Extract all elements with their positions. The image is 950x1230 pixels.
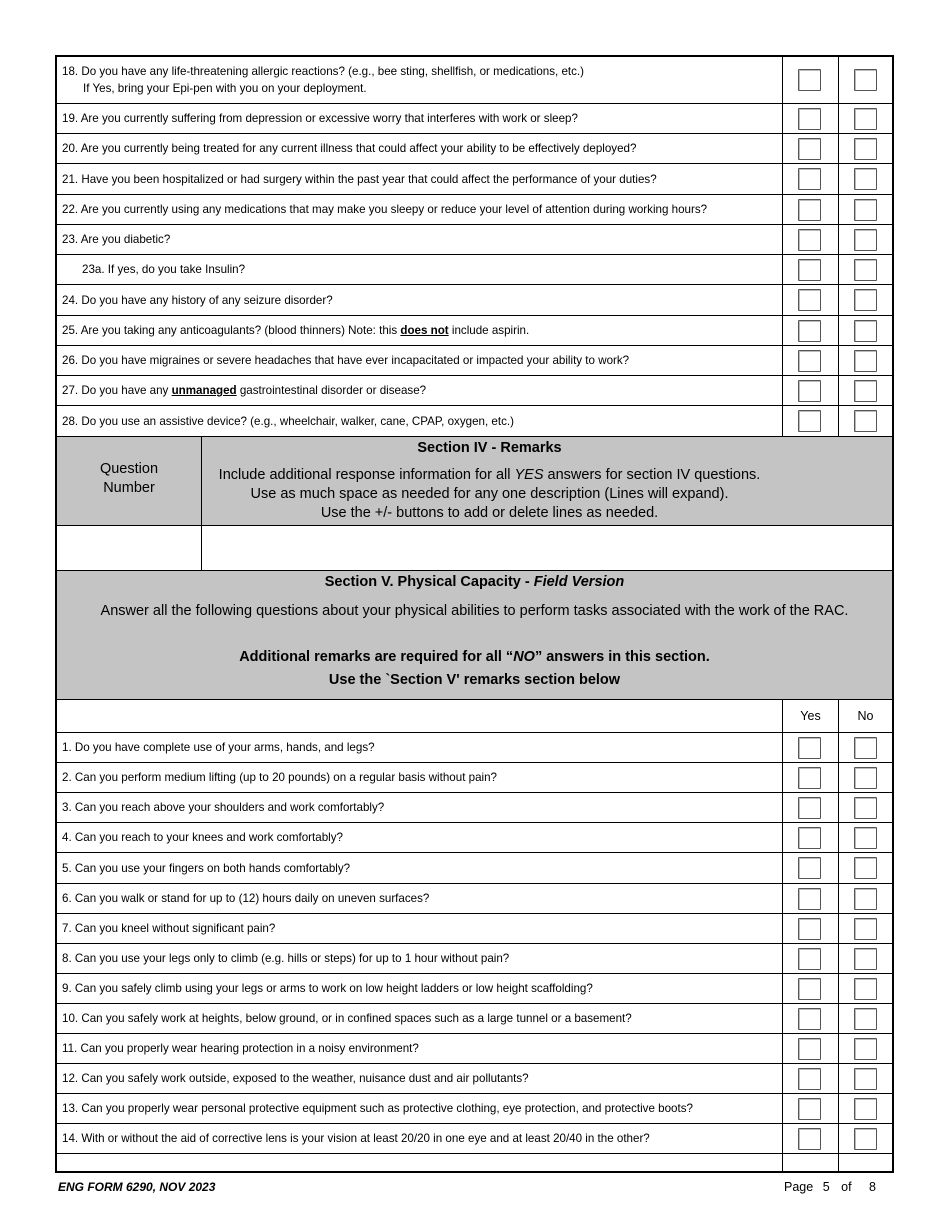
question-text: 24. Do you have any history of any seizure disorder? <box>62 293 333 307</box>
no-checkbox[interactable] <box>854 320 877 342</box>
yes-checkbox[interactable] <box>798 797 821 819</box>
no-checkbox[interactable] <box>854 1098 877 1120</box>
remarks-line: Use as much space as needed for any one description (Lines will expand). <box>250 486 729 502</box>
no-checkbox[interactable] <box>854 827 877 849</box>
no-checkbox[interactable] <box>854 978 877 1000</box>
physical-question-row <box>57 733 892 763</box>
remarks-instructions <box>202 437 892 525</box>
question-text: 9. Can you safely climb using your legs or arms to work on low height ladders or low height scaffolding? <box>62 982 593 995</box>
section-title-emphasis: Field Version <box>533 574 625 590</box>
physical-question-row <box>57 914 892 944</box>
yes-checkbox[interactable] <box>798 69 821 91</box>
physical-question-row <box>57 884 892 914</box>
question-row-22 <box>57 195 892 225</box>
yes-checkbox[interactable] <box>798 827 821 849</box>
yes-checkbox[interactable] <box>798 1068 821 1090</box>
remarks-line: Use the +/- buttons to add or delete lines as needed. <box>320 505 659 521</box>
physical-question-row <box>57 974 892 1004</box>
yes-checkbox[interactable] <box>798 948 821 970</box>
question-text: 11. Can you properly wear hearing protection in a noisy environment? <box>62 1042 419 1055</box>
question-text: 23a. If yes, do you take Insulin? <box>82 263 246 276</box>
no-checkbox[interactable] <box>854 229 877 251</box>
yes-checkbox[interactable] <box>798 108 821 130</box>
question-line <box>62 322 780 339</box>
no-checkbox[interactable] <box>854 380 877 402</box>
yes-checkbox[interactable] <box>798 138 821 160</box>
physical-question-row <box>57 1034 892 1064</box>
no-checkbox[interactable] <box>854 350 877 372</box>
question-text <box>62 376 780 405</box>
question-text: 12. Can you safely work outside, exposed to the weather, nuisance dust and air pollutants? <box>62 1072 529 1085</box>
yes-checkbox[interactable] <box>798 350 821 372</box>
yes-checkbox[interactable] <box>798 857 821 879</box>
no-checkbox[interactable] <box>854 199 877 221</box>
question-text: 14. With or without the aid of corrective lens is your vision at least 20/20 in one eye and at least 20/40 in the other? <box>62 1132 650 1145</box>
yes-checkbox[interactable] <box>798 168 821 190</box>
physical-question-row <box>57 1064 892 1094</box>
yes-checkbox[interactable] <box>798 1038 821 1060</box>
question-row-18 <box>57 57 892 104</box>
no-checkbox[interactable] <box>854 410 877 432</box>
no-column-header: No <box>857 709 874 723</box>
question-row-20 <box>57 134 892 164</box>
question-text: 19. Are you currently suffering from depression or excessive worry that interferes with work or sleep? <box>62 112 578 125</box>
question-text: 4. Can you reach to your knees and work comfortably? <box>62 831 343 844</box>
section-4-remarks-header <box>57 437 892 526</box>
physical-question-row <box>57 1094 892 1124</box>
no-checkbox[interactable] <box>854 888 877 910</box>
remarks-input[interactable] <box>202 526 892 570</box>
question-text: 20. Are you currently being treated for any current illness that could affect your ability to be effectively deployed? <box>62 142 637 155</box>
question-row-25 <box>57 316 892 346</box>
question-line: 18. Do you have any life-threatening allergic reactions? (e.g., bee sting, shellfish, or medications, etc.) <box>62 65 584 78</box>
page-total: 8 <box>869 1180 876 1194</box>
question-emphasis: unmanaged <box>171 384 237 397</box>
question-text: 2. Can you perform medium lifting (up to 20 pounds) on a regular basis without pain? <box>62 771 498 784</box>
yes-checkbox[interactable] <box>798 1098 821 1120</box>
physical-question-row <box>57 763 892 793</box>
question-text-post: gastrointestinal disorder or disease? <box>236 384 427 397</box>
physical-question-row <box>57 944 892 974</box>
question-text: 26. Do you have migraines or severe headaches that have ever incapacitated or impacted your ability to work? <box>62 354 630 367</box>
question-text <box>62 316 780 345</box>
question-text: 7. Can you kneel without significant pain? <box>62 922 276 935</box>
question-text: 23. Are you diabetic? <box>62 233 171 246</box>
question-row-23 <box>57 225 892 255</box>
yes-checkbox[interactable] <box>798 289 821 311</box>
question-number-header <box>57 437 202 525</box>
physical-question-row <box>57 793 892 823</box>
yes-checkbox[interactable] <box>798 229 821 251</box>
question-text-pre: 27. Do you have any <box>62 384 172 397</box>
no-checkbox[interactable] <box>854 1038 877 1060</box>
remarks-entry-row <box>57 526 892 571</box>
remarks-line <box>202 458 892 485</box>
no-checkbox[interactable] <box>854 1128 877 1150</box>
page-number: 5 <box>822 1180 830 1194</box>
no-checkbox[interactable] <box>854 138 877 160</box>
remarks-text: answers for section IV questions. <box>543 467 761 483</box>
question-text: 21. Have you been hospitalized or had surgery within the past year that could affect the performance of your duties? <box>62 172 657 186</box>
yes-checkbox[interactable] <box>798 918 821 940</box>
yes-no-header-row <box>57 700 892 733</box>
no-checkbox[interactable] <box>854 857 877 879</box>
note-text: Additional remarks are required for all “ <box>239 649 514 665</box>
no-checkbox[interactable] <box>854 1008 877 1030</box>
question-row-19 <box>57 104 892 134</box>
physical-question-row <box>57 1004 892 1034</box>
no-checkbox[interactable] <box>854 1068 877 1090</box>
section-title-text: Section V. Physical Capacity - <box>324 574 534 590</box>
question-row-28 <box>57 406 892 437</box>
question-text: 13. Can you properly wear personal protective equipment such as protective clothing, eye protection, and protective boots? <box>62 1102 693 1115</box>
question-text: 22. Are you currently using any medications that may make you sleepy or reduce your level of attention during working hours? <box>62 203 708 216</box>
note-text: ” answers in this section. <box>534 649 710 665</box>
question-number-input[interactable] <box>57 526 202 570</box>
question-text-pre: 25. Are you taking any anticoagulants? (blood thinners) Note: this <box>62 324 401 337</box>
no-checkbox[interactable] <box>854 69 877 91</box>
question-number-label: Number <box>103 480 155 496</box>
yes-checkbox[interactable] <box>798 410 821 432</box>
question-emphasis: does not <box>400 324 449 337</box>
question-text: 6. Can you walk or stand for up to (12) hours daily on uneven surfaces? <box>62 892 430 905</box>
section-note: Use the `Section V' remarks section below <box>328 672 621 688</box>
question-row-23a <box>57 255 892 285</box>
no-checkbox[interactable] <box>854 108 877 130</box>
form-page <box>55 55 894 1173</box>
section-title <box>57 571 892 592</box>
question-row-24 <box>57 285 892 316</box>
question-text-post: include aspirin. <box>448 324 530 337</box>
yes-checkbox[interactable] <box>798 259 821 281</box>
form-id: ENG FORM 6290, NOV 2023 <box>58 1180 216 1194</box>
question-text: 10. Can you safely work at heights, below ground, or in confined spaces such as a large tunnel or a basement? <box>62 1012 632 1025</box>
question-text: 5. Can you use your fingers on both hands comfortably? <box>62 861 351 875</box>
yes-checkbox[interactable] <box>798 380 821 402</box>
yes-checkbox[interactable] <box>798 199 821 221</box>
no-checkbox[interactable] <box>854 737 877 759</box>
of-label: of <box>841 1180 852 1194</box>
no-checkbox[interactable] <box>854 948 877 970</box>
question-text: 3. Can you reach above your shoulders and work comfortably? <box>62 801 385 814</box>
yes-checkbox[interactable] <box>798 320 821 342</box>
remarks-emphasis: YES <box>514 467 544 483</box>
question-number-label: Question <box>99 461 159 477</box>
page-label: Page <box>784 1180 814 1194</box>
question-text: 1. Do you have complete use of your arms, hands, and legs? <box>62 741 375 754</box>
question-row-26 <box>57 346 892 376</box>
physical-question-row <box>57 853 892 884</box>
no-checkbox[interactable] <box>854 918 877 940</box>
yes-checkbox[interactable] <box>798 888 821 910</box>
yes-checkbox[interactable] <box>798 1008 821 1030</box>
page-indicator <box>784 1180 876 1194</box>
no-checkbox[interactable] <box>854 767 877 789</box>
no-checkbox[interactable] <box>854 259 877 281</box>
question-text <box>62 57 780 103</box>
note-emphasis: NO <box>513 649 535 665</box>
question-line: If Yes, bring your Epi-pen with you on your deployment. <box>83 82 367 95</box>
question-line <box>62 382 780 399</box>
yes-checkbox[interactable] <box>798 767 821 789</box>
question-text: 8. Can you use your legs only to climb (e.g. hills or steps) for up to 1 hour without pain? <box>62 952 510 965</box>
yes-column-header: Yes <box>800 709 821 723</box>
section-title: Section IV - Remarks <box>417 440 562 456</box>
physical-question-row <box>57 1124 892 1154</box>
yes-checkbox[interactable] <box>798 978 821 1000</box>
no-checkbox[interactable] <box>854 168 877 190</box>
question-row-27 <box>57 376 892 406</box>
yes-checkbox[interactable] <box>798 737 821 759</box>
section-5-header <box>57 571 892 700</box>
physical-question-row <box>57 823 892 853</box>
question-row-21 <box>57 164 892 195</box>
remarks-text: Include additional response information for all <box>218 467 515 483</box>
yes-checkbox[interactable] <box>798 1128 821 1150</box>
question-text: 28. Do you use an assistive device? (e.g., wheelchair, walker, cane, CPAP, oxygen, etc.) <box>62 414 514 428</box>
no-checkbox[interactable] <box>854 289 877 311</box>
section-note <box>57 621 892 667</box>
no-checkbox[interactable] <box>854 797 877 819</box>
section-intro: Answer all the following questions about your physical abilities to perform tasks associated with the work of the RAC. <box>100 603 849 619</box>
